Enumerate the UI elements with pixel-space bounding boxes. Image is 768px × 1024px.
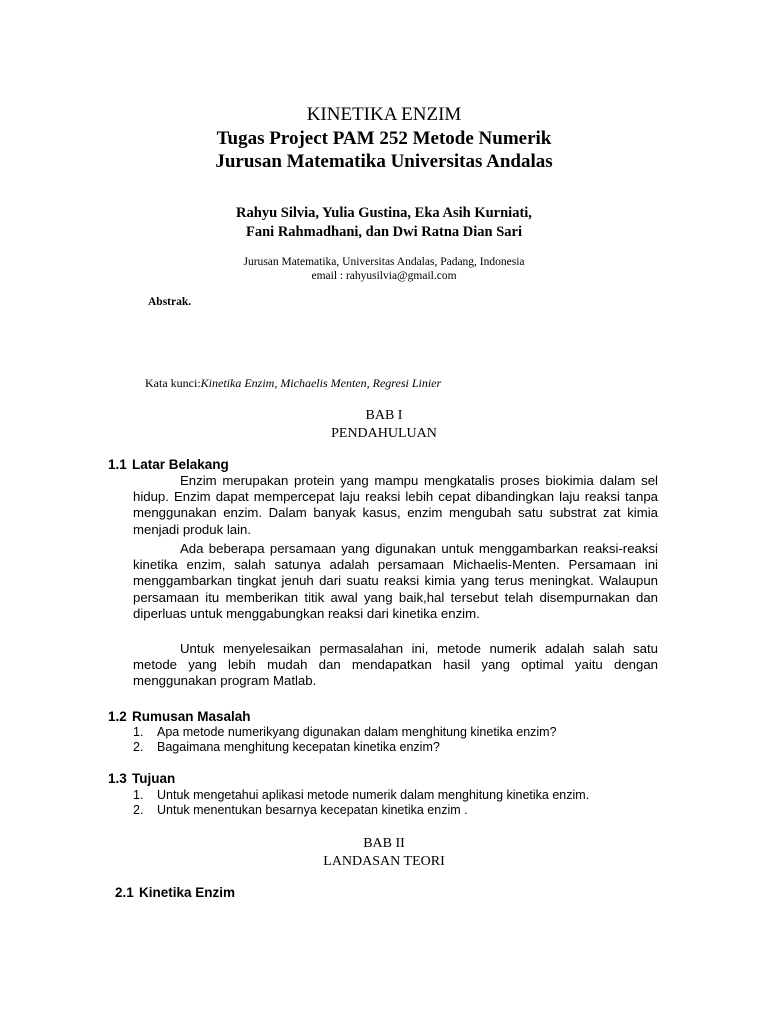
keywords-terms: Kinetika Enzim, Michaelis Menten, Regresi Linier	[200, 376, 442, 390]
authors-line-2: Fani Rahmadhani, dan Dwi Ratna Dian Sari	[246, 224, 522, 240]
objective-list	[133, 788, 658, 818]
section-1-3-heading	[108, 771, 175, 786]
bab1-number: BAB I	[365, 408, 403, 423]
paper-subtitle-department: Jurusan Matematika Universitas Andalas	[215, 151, 553, 172]
bab2-number: BAB II	[363, 836, 405, 851]
section-2-1-title: Kinetika Enzim	[139, 885, 236, 900]
affiliation-institution: Jurusan Matematika, Universitas Andalas, Padang, Indonesia	[243, 256, 525, 268]
section-1-3-title: Tujuan	[132, 771, 176, 786]
problem-list	[133, 725, 658, 755]
list-item: 1. Untuk mengetahui aplikasi metode numerik dalam menghitung kinetika enzim.	[133, 788, 590, 802]
list-item: 2. Untuk menentukan besarnya kecepatan kinetika enzim .	[133, 803, 468, 817]
abstract-label: Abstrak.	[148, 296, 192, 308]
affiliation-email: email : rahyusilvia@gmail.com	[311, 270, 457, 282]
list-item: 1. Apa metode numerikyang digunakan dalam menghitung kinetika enzim?	[133, 725, 557, 739]
paragraph: Untuk menyelesaikan permasalahan ini, metode numerik adalah salah satu metode yang lebih mudah dan mendapatkan hasil yang optimal yaitu dengan menggunakan program Matlab.	[133, 641, 658, 689]
section-1-2-heading	[108, 709, 251, 724]
keywords-label: Kata kunci:	[145, 376, 201, 390]
section-1-2-title: Rumusan Masalah	[132, 709, 251, 724]
paper-title: KINETIKA ENZIM	[306, 104, 462, 125]
list-item: 2. Bagaimana menghitung kecepatan kinetika enzim?	[133, 740, 440, 754]
section-1-1-heading	[108, 457, 229, 472]
section-1-2-number: 1.2	[108, 709, 127, 724]
keywords	[145, 376, 441, 391]
bab1-title: PENDAHULUAN	[331, 426, 437, 441]
bab2-title: LANDASAN TEORI	[323, 854, 445, 869]
section-1-1-number: 1.1	[108, 457, 127, 472]
section-1-3-number: 1.3	[108, 771, 127, 786]
paragraph: Enzim merupakan protein yang mampu mengkatalis proses biokimia dalam sel hidup. Enzim dapat mempercepat laju reaksi lebih cepat dibandingkan laju reaksi tanpa menggunakan enzim. Dalam banyak kasus, enzim mengubah satu substrat zat kimia menjadi produk lain.	[133, 473, 658, 537]
section-2-1-number: 2.1	[115, 885, 134, 900]
paper-subtitle-course: Tugas Project PAM 252 Metode Numerik	[216, 128, 552, 149]
paragraph: Ada beberapa persamaan yang digunakan untuk menggambarkan reaksi-reaksi kinetika enzim, salah satunya adalah persamaan Michaelis-Menten. Persamaan ini menggambarkan tingkat jenuh dari suatu reaksi kimia yang terus meningkat. Walaupun persamaan itu memberikan titik awal yang baik,hal tersebut telah disempurnakan dan diperluas untuk menggabungkan reaksi dari kinetika enzim.	[133, 541, 658, 621]
authors-line-1: Rahyu Silvia, Yulia Gustina, Eka Asih Kurniati,	[236, 205, 532, 221]
section-1-1-title: Latar Belakang	[132, 457, 229, 472]
section-2-1-heading	[115, 885, 235, 900]
